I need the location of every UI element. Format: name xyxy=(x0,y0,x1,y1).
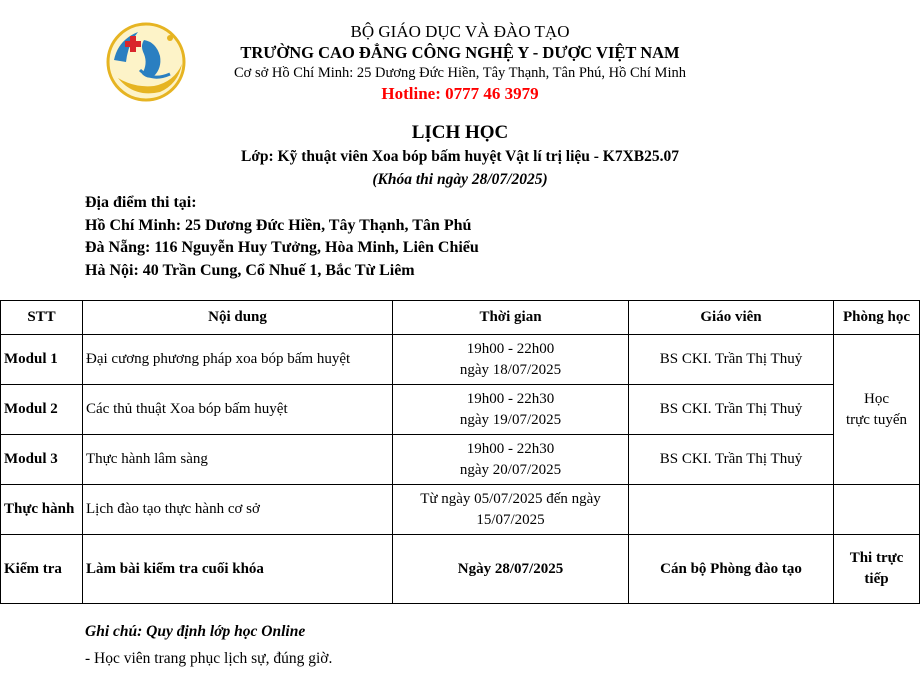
row-stt: Thực hành xyxy=(1,485,83,535)
page-title: LỊCH HỌC xyxy=(411,122,509,143)
location-item: Hồ Chí Minh: 25 Dương Đức Hiền, Tây Thạnh, Tân Phú xyxy=(85,216,472,234)
exam-locations xyxy=(85,192,479,282)
room-line: Thi trực xyxy=(849,550,904,566)
row-time: Ngày 28/07/2025 xyxy=(393,535,629,604)
class-name: Lớp: Kỹ thuật viên Xoa bóp bấm huyệt Vật lí trị liệu - K7XB25.07 xyxy=(240,148,680,165)
exam-date: (Khóa thi ngày 28/07/2025) xyxy=(372,171,548,188)
row-time xyxy=(393,385,629,435)
note-item: - Học viên trang phục lịch sự, đúng giờ. xyxy=(85,650,333,667)
row-time xyxy=(393,435,629,485)
table-row xyxy=(1,535,920,604)
time-line: 19h00 - 22h30 xyxy=(466,390,555,407)
table-row xyxy=(1,335,920,385)
col-header-room: Phòng học xyxy=(834,301,920,335)
table-row xyxy=(1,435,920,485)
row-stt: Modul 2 xyxy=(1,385,83,435)
col-header-stt: STT xyxy=(1,301,83,335)
col-header-content: Nội dung xyxy=(83,301,393,335)
row-teacher: BS CKI. Trần Thị Thuỷ xyxy=(629,435,834,485)
row-room-empty xyxy=(834,485,920,535)
date-line: ngày 20/07/2025 xyxy=(459,461,562,478)
campus-address: Cơ sở Hồ Chí Minh: 25 Dương Đức Hiền, Tây Thạnh, Tân Phú, Hồ Chí Minh xyxy=(234,65,686,81)
location-item: Đà Nẵng: 116 Nguyễn Huy Tưởng, Hòa Minh, Liên Chiểu xyxy=(85,239,479,256)
locations-label: Địa điểm thi tại: xyxy=(85,194,197,211)
ministry-name: BỘ GIÁO DỤC VÀ ĐÀO TẠO xyxy=(350,22,570,41)
date-line: ngày 18/07/2025 xyxy=(459,361,562,378)
time-line: Từ ngày 05/07/2025 đến ngày xyxy=(420,490,601,507)
school-name: TRƯỜNG CAO ĐẲNG CÔNG NGHỆ Y - DƯỢC VIỆT NAM xyxy=(240,43,680,62)
row-stt: Kiểm tra xyxy=(1,535,83,604)
row-teacher: Cán bộ Phòng đào tạo xyxy=(629,535,834,604)
table-row xyxy=(1,385,920,435)
table-header-row xyxy=(1,301,920,335)
row-teacher: BS CKI. Trần Thị Thuỷ xyxy=(629,335,834,385)
row-content: Thực hành lâm sàng xyxy=(83,435,393,485)
row-content: Đại cương phương pháp xoa bóp bấm huyệt xyxy=(83,335,393,385)
time-line: 19h00 - 22h00 xyxy=(466,340,555,357)
row-time xyxy=(393,485,629,535)
school-emblem-icon xyxy=(104,20,188,104)
row-content: Lịch đào tạo thực hành cơ sở xyxy=(83,485,393,535)
room-line: Học xyxy=(864,390,889,407)
col-header-time: Thời gian xyxy=(393,301,629,335)
row-time xyxy=(393,335,629,385)
row-stt: Modul 1 xyxy=(1,335,83,385)
row-content: Làm bài kiểm tra cuối khóa xyxy=(83,535,393,604)
row-stt: Modul 3 xyxy=(1,435,83,485)
room-line: trực tuyến xyxy=(845,411,908,428)
date-line: 15/07/2025 xyxy=(476,511,545,528)
notes-title: Ghi chú: Quy định lớp học Online xyxy=(85,623,306,640)
row-teacher: BS CKI. Trần Thị Thuỷ xyxy=(629,385,834,435)
col-header-teacher: Giáo viên xyxy=(629,301,834,335)
date-line: ngày 19/07/2025 xyxy=(459,411,562,428)
row-content: Các thủ thuật Xoa bóp bấm huyệt xyxy=(83,385,393,435)
schedule-table xyxy=(0,300,920,604)
row-teacher xyxy=(629,485,834,535)
room-online xyxy=(834,335,920,485)
hotline: Hotline: 0777 46 3979 xyxy=(381,84,539,103)
table-row xyxy=(1,485,920,535)
room-line: tiếp xyxy=(864,571,889,587)
room-exam xyxy=(834,535,920,604)
location-item: Hà Nội: 40 Trần Cung, Cổ Nhuế 1, Bắc Từ Liêm xyxy=(85,261,415,279)
time-line: 19h00 - 22h30 xyxy=(466,440,555,457)
